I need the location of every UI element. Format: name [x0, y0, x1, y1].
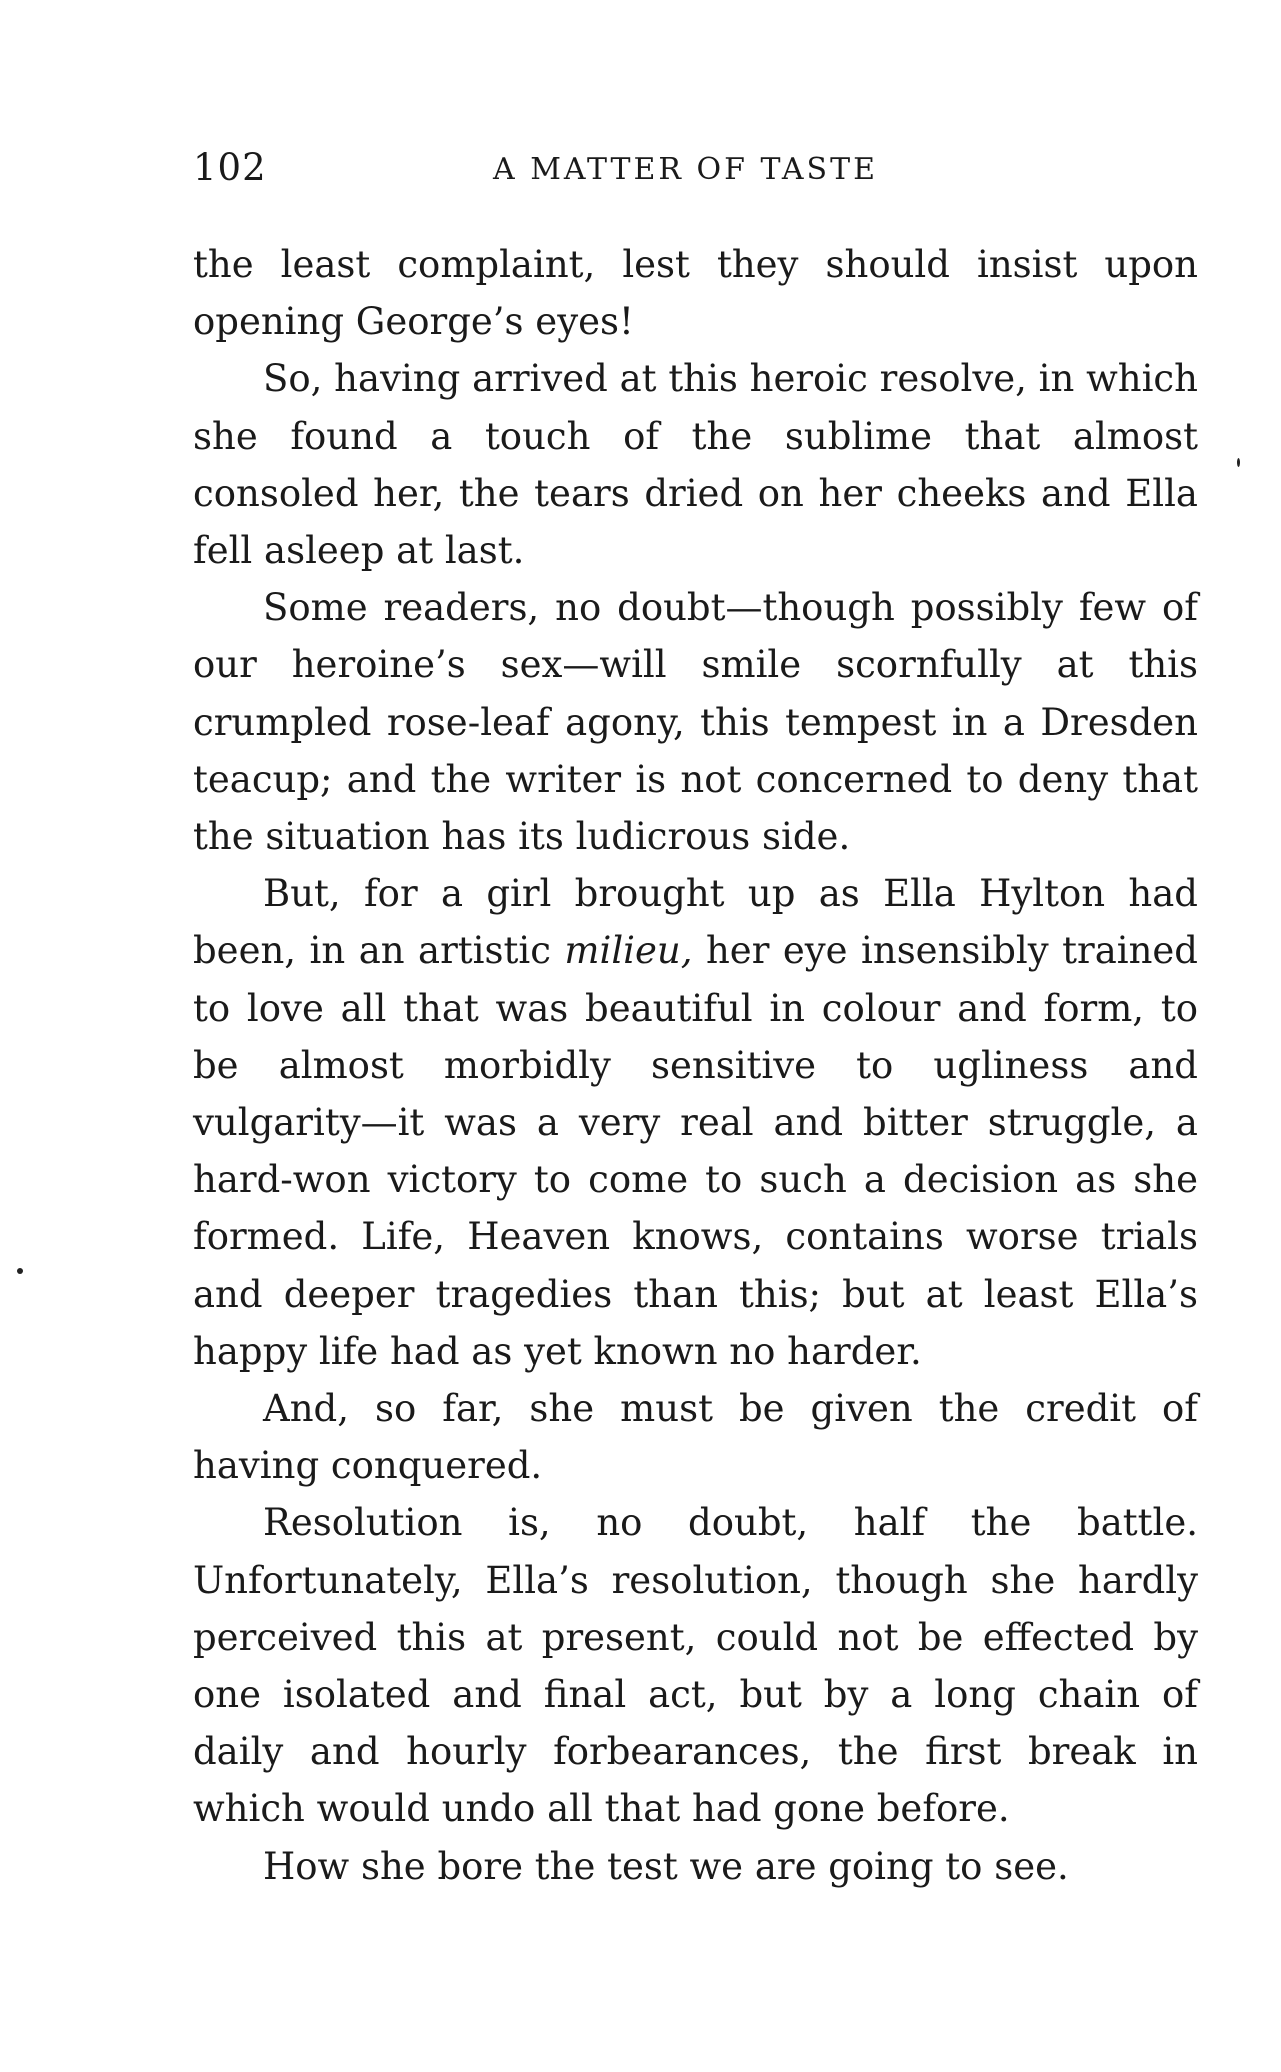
italic-word-milieu: milieu,	[564, 929, 693, 973]
ink-speck	[1237, 458, 1240, 467]
paragraph-6: Resolution is, no doubt, half the battle. Unfortunately, Ella’s resolution, though she hardly perceived this at present, could not be effected by one isolated and final act, but by a long chain of daily and hourly forbearances, the first break in which would undo all that had gone before.	[193, 1501, 1198, 1831]
body-text	[193, 236, 1198, 1895]
paragraph-3: Some readers, no doubt—though possibly few of our heroine’s sex—will smile scornfully at this crumpled rose-leaf agony, this tempest in a Dresden teacup; and the writer is not concerned to deny that the situation has its ludicrous side.	[193, 586, 1198, 859]
paragraph-2: So, having arrived at this heroic resolve, in which she found a touch of the sublime that almost consoled her, the tears dried on her cheeks and Ella fell asleep at last.	[193, 357, 1198, 573]
running-title: A MATTER OF TASTE	[493, 152, 878, 187]
paragraph-5: And, so far, she must be given the credit of having conquered.	[193, 1387, 1198, 1488]
paragraph-4-end: her eye insensibly trained to love all that was beautiful in colour and form, to be almost morbidly sensitive to ugliness and vulgarity—it was a very real and bitter struggle, a hard-won victory to come to such a decision as she formed. Life, Heaven knows, contains worse trials and deeper tragedies than this; but at least Ella’s happy life had as yet known no harder.	[193, 929, 1198, 1373]
paragraph-4-start: But, for a girl brought up as Ella Hylton had been, in an artistic	[193, 872, 1198, 973]
running-head	[193, 146, 1193, 196]
ink-speck	[17, 1268, 23, 1274]
paragraph-7: How she bore the test we are going to see.	[263, 1844, 1069, 1888]
paragraph-4	[193, 865, 1198, 1380]
page-number: 102	[193, 146, 267, 189]
paragraph-1: the least complaint, lest they should insist upon opening George’s eyes!	[193, 243, 1198, 344]
